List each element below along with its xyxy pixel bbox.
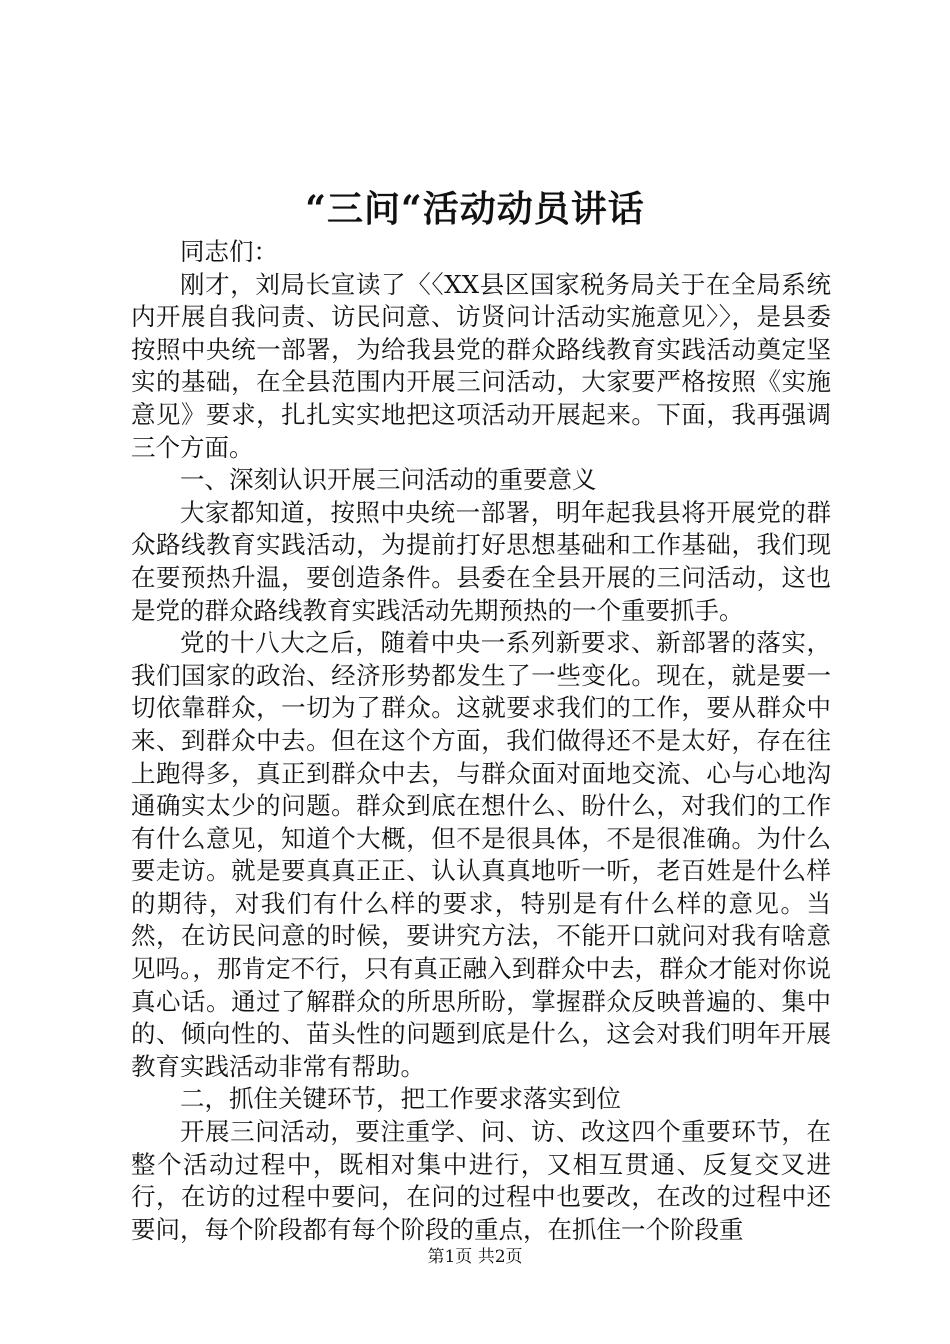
- paragraph: 党的十八大之后，随着中央一系列新要求、新部署的落实，我们国家的政治、经济形势都发生了一些变化。现在，就是要一切依靠群众，一切为了群众。这就要求我们的工作，要从群众中来、到群众中去。但在这个方面，我们做得还不是太好，存在往上跑得多，真正到群众中去，与群众面对面地交流、心与心地沟通确实太少的问题。群众到底在想什么、盼什么，对我们的工作有什么意见，知道个大概，但不是很具体，不是很准确。为什么要走访。就是要真真正正、认认真真地听一听，老百姓是什么样的期待，对我们有什么样的要求，特别是有什么样的意见。当然，在访民问意的时候，要讲究方法，不能开口就问对我有啥意见吗。，那肯定不行，只有真正融入到群众中去，群众才能对你说真心话。通过了解群众的所思所盼，掌握群众反映普遍的、集中的、倾向性的、苗头性的问题到底是什么，这会对我们明年开展教育实践活动非常有帮助。: [131, 628, 831, 1081]
- section-heading: 一、深刻认识开展三问活动的重要意义: [180, 465, 597, 495]
- paragraph: 开展三问活动，要注重学、问、访、改这四个重要环节，在整个活动过程中，既相对集中进行，又相互贯通、反复交叉进行，在访的过程中要问，在问的过程中也要改，在改的过程中还要问，每个阶段都有每个阶段的重点，在抓住一个阶段重: [131, 1117, 831, 1244]
- paragraph: 大家都知道，按照中央统一部署，明年起我县将开展党的群众路线教育实践活动，为提前打好思想基础和工作基础，我们现在要预热升温，要创造条件。县委在全县开展的三问活动，这也是党的群众路线教育实践活动先期预热的一个重要抓手。: [131, 497, 831, 625]
- page-number-footer: 第1页 共2页: [427, 1247, 523, 1267]
- document-body: [131, 236, 831, 1246]
- section-heading: 二，抓住关键环节，把工作要求落实到位: [180, 1084, 621, 1114]
- document-title: “三问“活动动员讲话: [305, 188, 645, 230]
- paragraph: 刚才，刘局长宣读了〈〈XX县区国家税务局关于在全局系统内开展自我问责、访民问意、访贤问计活动实施意见〉〉，是县委按照中央统一部署，为给我县党的群众路线教育实践活动奠定坚实的基础，在全县范围内开展三问活动，大家要严格按照《实施意见》要求，扎扎实实地把这项活动开展起来。下面，我再强调三个方面。: [131, 269, 831, 462]
- salutation: 同志们：: [180, 237, 278, 266]
